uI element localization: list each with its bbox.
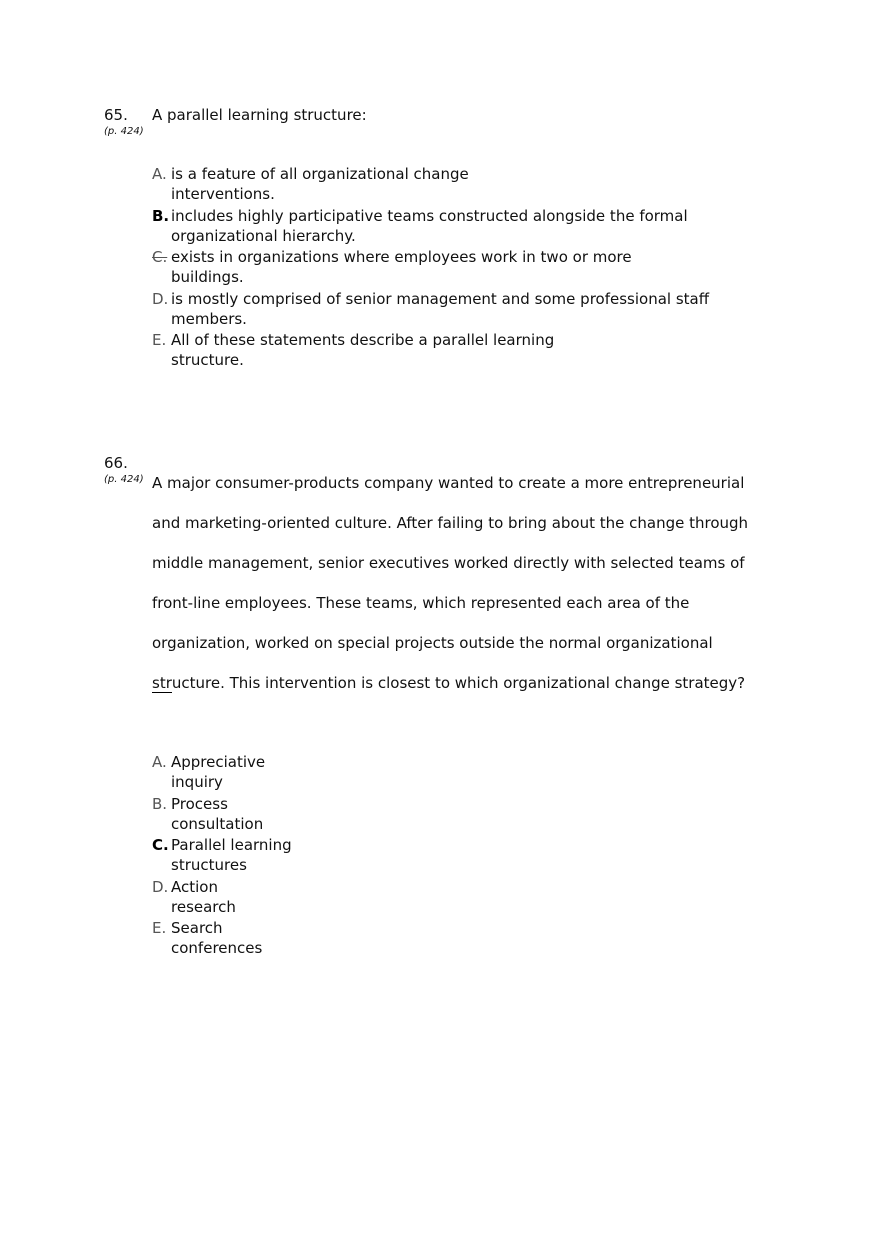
option-letter: D. — [152, 289, 169, 308]
stem-line — [152, 673, 764, 693]
option-e — [152, 330, 764, 370]
stem-line: middle management, senior executives worked directly with selected teams of — [152, 554, 745, 572]
underlined-fragment: str — [152, 674, 172, 692]
option-letter: E. — [152, 331, 167, 350]
option-e — [152, 918, 764, 958]
stem-line: front-line employees. These teams, which represented each area of the — [152, 594, 690, 612]
option-text: exists in organizations where employees work in two or more buildings. — [171, 248, 632, 287]
option-b — [152, 794, 764, 834]
question-number: 65. — [104, 106, 128, 124]
option-d — [152, 877, 764, 917]
question-65 — [104, 105, 764, 386]
answer-options — [152, 752, 764, 958]
question-stem — [152, 453, 764, 713]
option-letter: E. — [152, 919, 167, 938]
option-letter-correct: B. — [152, 206, 170, 225]
option-c — [152, 247, 764, 287]
option-letter-correct: C. — [152, 836, 169, 855]
option-c — [152, 835, 764, 875]
question-stem: A parallel learning structure: — [152, 106, 367, 124]
option-text: is a feature of all organizational change interventions. — [171, 165, 469, 203]
question-number: 66. — [104, 454, 128, 472]
page-reference: (p. 424) — [104, 474, 144, 485]
stem-line: organization, worked on special projects outside the normal organizational — [152, 634, 713, 652]
stem-line: and marketing-oriented culture. After failing to bring about the change through — [152, 514, 749, 532]
stem-line-rest: ucture. This intervention is closest to which organizational change strategy? — [171, 674, 746, 692]
option-a — [152, 164, 764, 204]
option-text: Action research — [171, 877, 236, 916]
stem-line: A major consumer-products company wanted to create a more entrepreneurial — [152, 474, 745, 492]
option-letter: D. — [152, 877, 169, 896]
option-b — [152, 206, 764, 246]
question-66 — [104, 453, 764, 974]
option-text: Search conferences — [171, 919, 263, 958]
option-letter: A. — [152, 753, 167, 771]
option-text: All of these statements describe a parallel learning structure. — [171, 331, 555, 370]
option-a — [152, 752, 764, 792]
option-letter: B. — [152, 794, 168, 813]
answer-options — [152, 164, 764, 370]
option-d — [152, 289, 764, 329]
page-reference: (p. 424) — [104, 126, 144, 137]
option-text: is mostly comprised of senior management and some professional staff members. — [171, 289, 710, 328]
option-letter: A. — [152, 165, 167, 183]
option-text: Appreciative inquiry — [171, 753, 266, 791]
option-letter-struck: C. — [152, 248, 168, 267]
option-text: includes highly participative teams constructed alongside the formal organizational hierarchy. — [171, 206, 688, 245]
option-text: Parallel learning structures — [171, 836, 292, 875]
option-text: Process consultation — [171, 794, 264, 833]
